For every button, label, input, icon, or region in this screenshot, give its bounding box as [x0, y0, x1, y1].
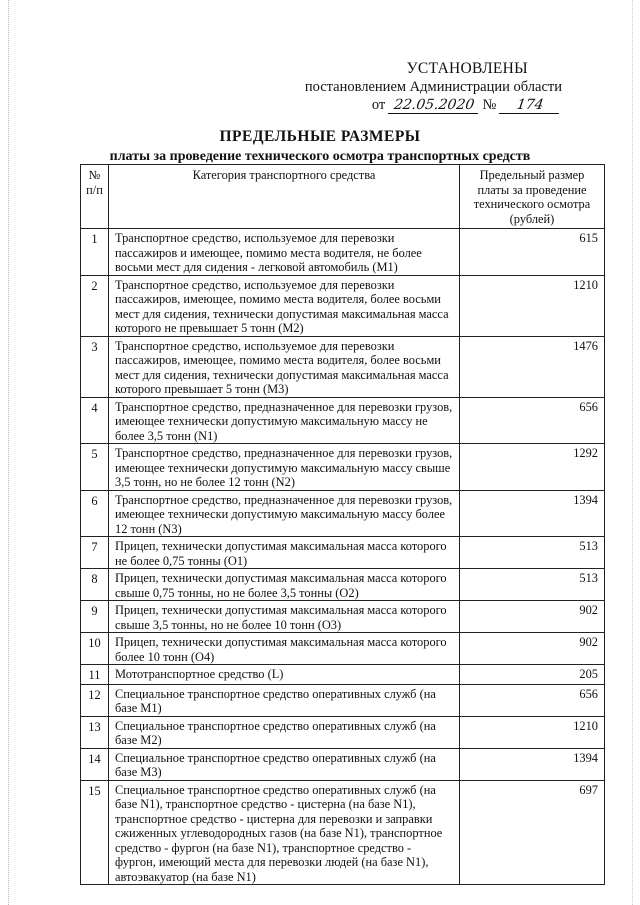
row-category: Транспортное средство, предназначенное для перевозки грузов, имеющее технически допустимую максимальную массу свыше 3,5 тонн, но не более 12 тонн (N2) — [109, 444, 460, 491]
row-num: 10 — [81, 633, 109, 665]
table-row — [81, 490, 605, 537]
document-title: ПРЕДЕЛЬНЫЕ РАЗМЕРЫ — [219, 128, 421, 145]
row-price: 902 — [460, 633, 605, 665]
approval-block — [300, 60, 600, 114]
row-price: 1292 — [460, 444, 605, 491]
header-category: Категория транспортного средства — [109, 165, 460, 229]
table-row — [81, 569, 605, 601]
row-num: 5 — [81, 444, 109, 491]
row-price: 513 — [460, 569, 605, 601]
row-category: Специальное транспортное средство оперативных служб (на базе М2) — [109, 716, 460, 748]
table-row — [81, 229, 605, 276]
row-category: Транспортное средство, используемое для перевозки пассажиров и имеющее, помимо места водителя, не более восьми мест для сидения - легковой автомобиль (М1) — [109, 229, 460, 276]
table-row — [81, 275, 605, 336]
row-category: Транспортное средство, используемое для перевозки пассажиров, имеющее, помимо места водителя, более восьми мест для сидения, технически допустимая максимальная масса которого превышает 5 тонн (М3) — [109, 336, 460, 397]
table-row — [81, 537, 605, 569]
row-category: Мототранспортное средство (L) — [109, 665, 460, 685]
table-row — [81, 444, 605, 491]
approval-title: УСТАНОВЛЕНЫ — [406, 60, 528, 77]
header-price: Предельный размер платы за проведение технического осмотра (рублей) — [460, 165, 605, 229]
number-label: № — [482, 97, 497, 113]
row-price: 1394 — [460, 490, 605, 537]
row-price: 615 — [460, 229, 605, 276]
row-category: Прицеп, технически допустимая максимальная масса которого свыше 3,5 тонны, но не более 10 тонн (О3) — [109, 601, 460, 633]
row-num: 8 — [81, 569, 109, 601]
row-price: 656 — [460, 397, 605, 444]
row-category: Транспортное средство, используемое для перевозки пассажиров, имеющее, помимо места водителя, более восьми мест для сидения, технически допустимая максимальная масса которого не превышает 5 тонн (М2) — [109, 275, 460, 336]
handwritten-number: 174 — [499, 98, 561, 114]
table-row — [81, 336, 605, 397]
row-price: 1394 — [460, 748, 605, 780]
row-num: 6 — [81, 490, 109, 537]
row-num: 7 — [81, 537, 109, 569]
table-row — [81, 633, 605, 665]
row-num: 14 — [81, 748, 109, 780]
row-category: Специальное транспортное средство оперативных служб (на базе N1), транспортное средство - цистерна (на базе N1), транспортное средство - цистерна для перевозки и заправки сжиженных углеводородных газов (на базе N1), транспортное средство - фургон (на базе N1), транспортное средство - фургон, имеющий места для перевозки людей (на базе N1), автоэвакуатор (на базе N1) — [109, 780, 460, 885]
table-row — [81, 748, 605, 780]
row-price: 513 — [460, 537, 605, 569]
row-num: 2 — [81, 275, 109, 336]
header-num: № п/п — [81, 165, 109, 229]
handwritten-date: 22.05.2020 — [388, 98, 480, 114]
row-category: Прицеп, технически допустимая максимальная масса которого не более 0,75 тонны (О1) — [109, 537, 460, 569]
row-category: Транспортное средство, предназначенное для перевозки грузов, имеющее технически допустимую максимальную массу не более 3,5 тонн (N1) — [109, 397, 460, 444]
row-num: 4 — [81, 397, 109, 444]
table-row — [81, 665, 605, 685]
row-category: Специальное транспортное средство оперативных служб (на базе М1) — [109, 684, 460, 716]
row-price: 902 — [460, 601, 605, 633]
approval-date-line — [300, 96, 600, 114]
row-price: 1210 — [460, 716, 605, 748]
table-header-row — [81, 165, 605, 229]
row-num: 12 — [81, 684, 109, 716]
row-price: 1476 — [460, 336, 605, 397]
table-row — [81, 601, 605, 633]
row-price: 656 — [460, 684, 605, 716]
row-category: Транспортное средство, предназначенное для перевозки грузов, имеющее технически допустимую максимальную массу более 12 тонн (N3) — [109, 490, 460, 537]
table-row — [81, 397, 605, 444]
row-price: 1210 — [460, 275, 605, 336]
row-category: Прицеп, технически допустимая максимальная масса которого свыше 0,75 тонны, но не более 3,5 тонны (О2) — [109, 569, 460, 601]
table-row — [81, 780, 605, 885]
table-row — [81, 716, 605, 748]
document-subtitle: платы за проведение технического осмотра транспортных средств — [109, 149, 531, 164]
from-label: от — [371, 97, 386, 113]
row-num: 13 — [81, 716, 109, 748]
row-num: 9 — [81, 601, 109, 633]
row-category: Прицеп, технически допустимая максимальная масса которого более 10 тонн (О4) — [109, 633, 460, 665]
row-num: 1 — [81, 229, 109, 276]
row-category: Специальное транспортное средство оперативных служб (на базе М3) — [109, 748, 460, 780]
approval-authority: постановлением Администрации области — [304, 79, 562, 95]
row-num: 3 — [81, 336, 109, 397]
row-price: 205 — [460, 665, 605, 685]
fees-table — [80, 164, 605, 885]
table-row — [81, 684, 605, 716]
row-num: 15 — [81, 780, 109, 885]
row-price: 697 — [460, 780, 605, 885]
row-num: 11 — [81, 665, 109, 685]
